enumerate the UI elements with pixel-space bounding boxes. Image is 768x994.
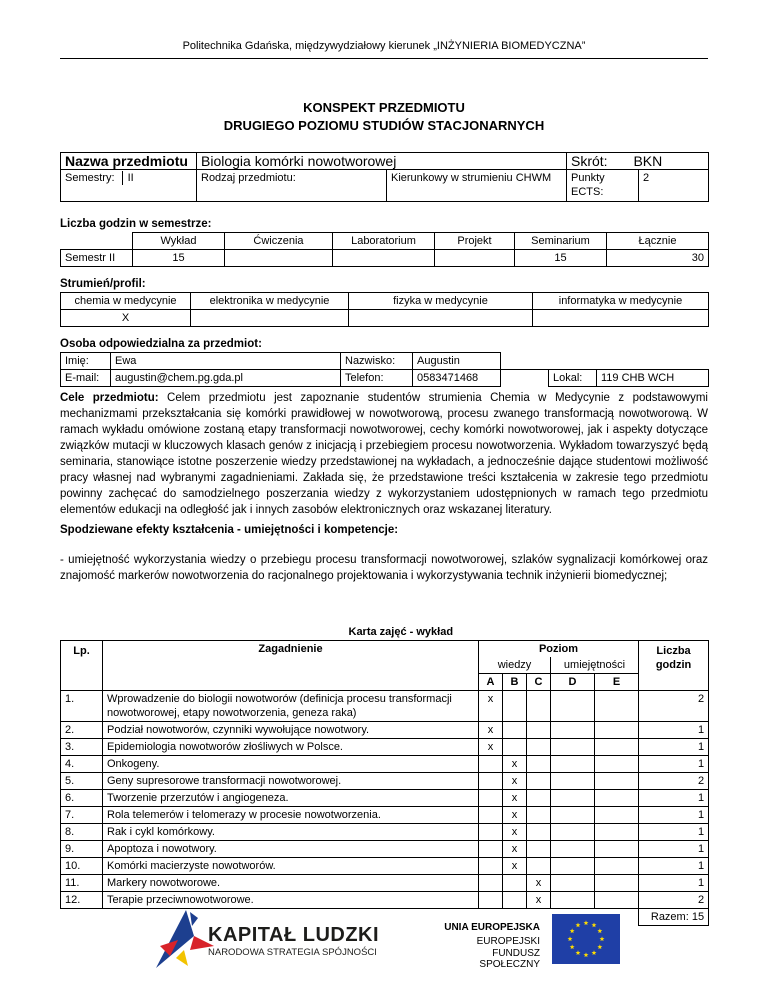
lecture-row-hours: 1 [639,807,709,824]
lecture-row-level-e [595,841,639,858]
lecture-row [61,790,709,807]
subject-type: Kierunkowy w strumieniu CHWM [387,170,567,202]
stream-label: Strumień/profil: [60,278,146,290]
lecture-row-level-b: x [503,807,527,824]
hours-exercises [225,250,333,267]
lecture-row-lp: 4. [61,756,103,773]
goals-paragraph [60,390,708,518]
kl-logo-star [190,912,198,926]
lecture-row-topic: Epidemiologia nowotworów złośliwych w Polsce. [103,739,479,756]
kl-logo-blue-shape [156,910,194,968]
lecture-row-level-e [595,790,639,807]
kl-title: KAPITAŁ LUDZKI [208,924,380,946]
lecture-row-topic: Geny supresorowe transformacji nowotworowej. [103,773,479,790]
lecture-row-level-d [551,790,595,807]
lecture-row-level-a [479,858,503,875]
ue-title: UNIA EUROPEJSKA [444,922,540,933]
effects-label: Spodziewane efekty kształcenia - umiejętności i kompetencje: [60,524,399,536]
lecture-row-hours: 2 [639,691,709,722]
lecture-row-hours: 1 [639,722,709,739]
page-header: Politechnika Gdańska, międzywydziałowy kierunek „INŻYNIERIA BIOMEDYCZNA” [182,40,586,52]
lecture-row-level-d [551,824,595,841]
lecture-row-level-d [551,773,595,790]
lecture-row-topic: Podział nowotworów, czynniki wywołujące nowotwory. [103,722,479,739]
sub-skills: umiejętności [551,657,639,674]
lecture-row-level-a: x [479,739,503,756]
lecture-row-topic: Onkogeny. [103,756,479,773]
person-blank [501,353,709,370]
doc-title-line2: DRUGIEGO POZIOMU STUDIÓW STACJONARNYCH [223,118,545,133]
lecture-row-lp: 8. [61,824,103,841]
semesters-label: Semestry: [65,172,115,184]
lecture-row-level-b [503,722,527,739]
subject-short-label: Skrót: [571,153,608,169]
goals-label: Cele przedmiotu: [60,392,159,404]
lecture-row-level-a: x [479,691,503,722]
hours-header-lab: Laboratorium [333,233,435,250]
lecture-row-topic: Apoptoza i nowotwory. [103,841,479,858]
stream-table [60,292,709,327]
hours-row-label: Semestr II [61,250,133,267]
room-value: 119 CHB WCH [597,370,709,387]
level-c: C [527,674,551,691]
lecture-row-level-c [527,841,551,858]
lecture-row-hours: 1 [639,858,709,875]
lecture-row-level-a [479,790,503,807]
lecture-row-level-a [479,841,503,858]
hours-lecture: 15 [133,250,225,267]
lecture-row-hours: 1 [639,756,709,773]
lecture-row-lp: 6. [61,790,103,807]
lecture-row-hours: 1 [639,790,709,807]
stream-physics-mark [349,310,533,327]
lecture-row [61,691,709,722]
lecture-row-level-e [595,739,639,756]
lecture-row-lp: 12. [61,892,103,909]
hours-seminar: 15 [515,250,607,267]
lecture-row-level-b [503,739,527,756]
room-label: Lokal: [549,370,597,387]
lecture-row-level-d [551,858,595,875]
stream-chemistry: chemia w medycynie [61,293,191,310]
lecture-row-topic: Rak i cykl komórkowy. [103,824,479,841]
lecture-row-level-d [551,892,595,909]
lecture-row-level-a [479,875,503,892]
subject-short-cell [567,153,709,170]
lecture-row-lp: 11. [61,875,103,892]
hours-header-seminar: Seminarium [515,233,607,250]
doc-title-line1: KONSPEKT PRZEDMIOTU [303,100,465,115]
col-topic: Zagadnienie [103,641,479,691]
lecture-row-level-a [479,773,503,790]
hours-corner [61,233,133,250]
ue-sub2: FUNDUSZ SPOŁECZNY [479,948,540,970]
lecture-row-lp: 1. [61,691,103,722]
hours-header-lecture: Wykład [133,233,225,250]
lecture-row-level-c [527,756,551,773]
lecture-row-level-d [551,722,595,739]
subject-short: BKN [633,153,663,169]
lecture-row [61,739,709,756]
last-name-label: Nazwisko: [341,353,413,370]
hours-header-project: Projekt [435,233,515,250]
hours-project [435,250,515,267]
lecture-row-hours: 1 [639,739,709,756]
lecture-row-hours: 2 [639,892,709,909]
lecture-row-level-c [527,739,551,756]
lecture-row-level-b: x [503,756,527,773]
lecture-row-lp: 3. [61,739,103,756]
lecture-row-hours: 1 [639,841,709,858]
lecture-row-level-d [551,739,595,756]
level-d: D [551,674,595,691]
lecture-row-level-e [595,691,639,722]
phone-label: Telefon: [341,370,413,387]
lecture-row-level-c [527,790,551,807]
first-name: Ewa [111,353,341,370]
stream-chemistry-mark: X [61,310,191,327]
level-e: E [595,674,639,691]
lecture-row-level-e [595,858,639,875]
lecture-row [61,722,709,739]
lecture-row-level-c [527,773,551,790]
subject-name-label: Nazwa przedmiotu [61,153,197,170]
lecture-row-hours: 1 [639,875,709,892]
lecture-row-level-e [595,756,639,773]
lecture-row-level-c: x [527,892,551,909]
stream-informatics: informatyka w medycynie [533,293,709,310]
email-value: augustin@chem.pg.gda.pl [111,370,341,387]
hours-table [60,232,709,267]
kl-subtitle: NARODOWA STRATEGIA SPÓJNOŚCI [208,947,377,958]
lecture-row-level-b [503,892,527,909]
lecture-row-topic: Komórki macierzyste nowotworów. [103,858,479,875]
lecture-row-level-a [479,824,503,841]
lecture-row-topic: Rola telemerów i telomerazy w procesie nowotworzenia. [103,807,479,824]
lecture-row-level-e [595,773,639,790]
lecture-row-level-c [527,691,551,722]
lecture-row-hours: 1 [639,824,709,841]
lecture-row-level-c [527,807,551,824]
last-name: Augustin [413,353,501,370]
hours-header-exercises: Ćwiczenia [225,233,333,250]
header-divider [60,58,708,59]
lecture-row-level-c [527,824,551,841]
lecture-row-level-c [527,858,551,875]
lecture-row-lp: 7. [61,807,103,824]
stream-informatics-mark [533,310,709,327]
stream-electronics-mark [191,310,349,327]
hours-header-total: Łącznie [607,233,709,250]
email-label: E-mail: [61,370,111,387]
stream-electronics: elektronika w medycynie [191,293,349,310]
lecture-row [61,841,709,858]
lecture-row-level-b: x [503,790,527,807]
lecture-row-level-d [551,807,595,824]
lecture-row-level-b [503,875,527,892]
lecture-table [60,624,709,926]
lecture-row-level-a [479,892,503,909]
stream-physics: fizyka w medycynie [349,293,533,310]
lecture-row-lp: 5. [61,773,103,790]
hours-label: Liczba godzin w semestrze: [60,218,212,230]
goals-text: Celem przedmiotu jest zapoznanie studentów strumienia Chemia w Medycynie z podstawowymi mechanizmami przekształcania się komórki prawidłowej w nowotworową, procesu zwanego transformacją nowotworową. W ramach wykładu omówione zostaną etapy transformacji nowotworowej, cechy komórki nowotworowej, jak i aspekty dotyczące związków mutacji w kluczowych klasach genów z inicjacją i przebiegiem procesu nowotworzenia. Wykładom towarzyszyć będą seminaria, stanowiące istotne poszerzenie wiedzy przedstawionej na wykładach, a jednocześnie dające studentowi możliwość pracy własnej nad wybranymi zagadnieniami. Zakłada się, że przedstawione treści kształcenia w zakresie tego przedmiotu powinny zachęcać do samodzielnego poszerzania wiedzy z wykorzystaniem udostępnionych w ramach tego przedmiotu elementów edukacji na odległość jak i innych zasobów elektronicznych oraz wskazanej literatury. [60,392,708,516]
lecture-row [61,858,709,875]
lecture-row-level-e [595,722,639,739]
level-a: A [479,674,503,691]
hours-total: 30 [607,250,709,267]
subject-table [60,152,709,202]
lecture-row-level-b [503,691,527,722]
lecture-row [61,756,709,773]
lecture-row-level-e [595,875,639,892]
lecture-row-level-a: x [479,722,503,739]
kl-logo-yellow-shape [176,950,188,966]
lecture-total: Razem: 15 [639,909,709,926]
lecture-row-topic: Tworzenie przerzutów i angiogeneza. [103,790,479,807]
lecture-row-level-d [551,691,595,722]
lecture-row-topic: Markery nowotworowe. [103,875,479,892]
lecture-row-level-b: x [503,824,527,841]
lecture-row-level-e [595,807,639,824]
semesters-value: II [122,171,134,185]
lecture-row [61,824,709,841]
subject-type-label: Rodzaj przedmiotu: [197,170,387,202]
lecture-row [61,875,709,892]
lecture-row-level-d [551,756,595,773]
level-b: B [503,674,527,691]
lecture-row [61,773,709,790]
lecture-row-level-d [551,875,595,892]
lecture-row-level-a [479,756,503,773]
subject-name: Biologia komórki nowotworowej [197,153,567,170]
sub-knowledge: wiedzy [479,657,551,674]
ects-value: 2 [639,170,709,202]
lecture-row-level-a [479,807,503,824]
ue-sub1: EUROPEJSKI [476,936,540,947]
person-label: Osoba odpowiedzialna za przedmiot: [60,338,262,350]
lecture-row-hours: 2 [639,773,709,790]
lecture-row-lp: 2. [61,722,103,739]
col-hours: Liczba godzin [639,641,709,691]
lecture-row-level-b: x [503,841,527,858]
lecture-row-level-c: x [527,875,551,892]
lecture-row-topic: Wprowadzenie do biologii nowotworów (definicja procesu transformacji nowotworowej, etapy nowotworzenia, geneza raka) [103,691,479,722]
lecture-row-level-b: x [503,773,527,790]
lecture-row-level-e [595,824,639,841]
lecture-row [61,807,709,824]
person-gap [501,370,549,387]
lecture-row-lp: 10. [61,858,103,875]
lecture-rows [61,691,709,909]
lecture-row-level-b: x [503,858,527,875]
lecture-title: Karta zajęć - wykład [348,626,454,638]
lecture-row-level-e [595,892,639,909]
col-lp: Lp. [61,641,103,691]
lecture-row-level-d [551,841,595,858]
lecture-row-lp: 9. [61,841,103,858]
effects-text: - umiejętność wykorzystania wiedzy o przebiegu procesu transformacji nowotworowej, szlaków sygnalizacji komórkowej oraz znajomość markerów nowotworzenia do racjonalnego projektowania i wykorzystywania technik inżynierii biomedycznej; [60,554,708,582]
col-level: Poziom [479,641,639,658]
semesters-cell [61,170,197,202]
lecture-row-topic: Terapie przeciwnowotworowe. [103,892,479,909]
eu-flag-logo [552,914,620,964]
ects-label: Punkty ECTS: [567,170,639,202]
lecture-row-level-c [527,722,551,739]
first-name-label: Imię: [61,353,111,370]
hours-lab [333,250,435,267]
person-table [60,352,709,387]
phone-value: 0583471468 [413,370,501,387]
